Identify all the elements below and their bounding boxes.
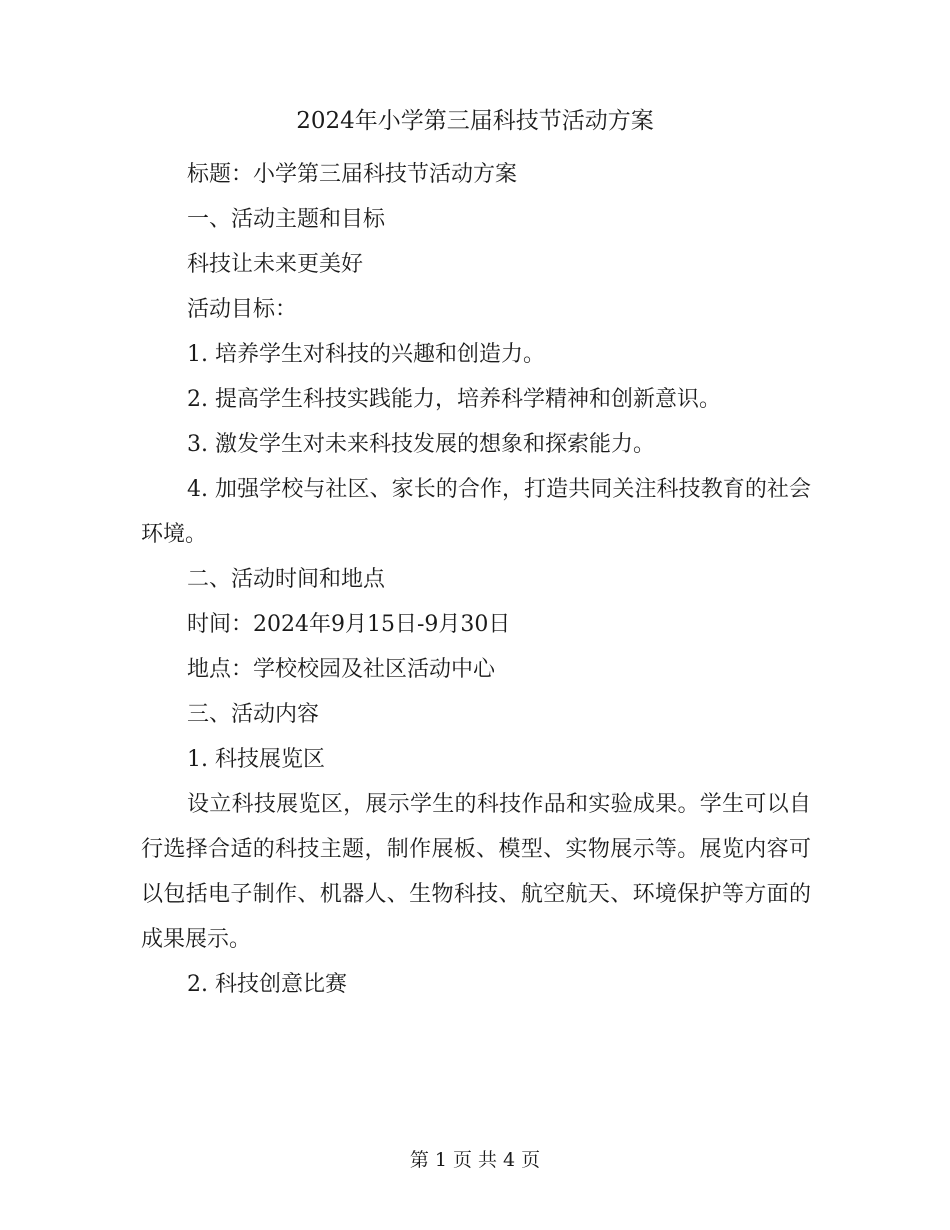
document-body xyxy=(141,152,811,1007)
paragraph-goals-label: 活动目标： xyxy=(187,297,298,322)
paragraph-exhibition: 设立科技展览区，展示学生的科技作品和实验成果。学生可以自行选择合适的科技主题，制作展板、模型、实物展示等。展览内容可以包括电子制作、机器人、生物科技、航空航天、环境保护等方面的成果展示。 xyxy=(141,792,811,952)
document-title: 2024年小学第三届科技节活动方案 xyxy=(296,108,654,134)
goal-item-4: 4. 加强学校与社区、家长的合作，打造共同关注科技教育的社会环境。 xyxy=(141,477,811,547)
paragraph-place: 地点：学校校园及社区活动中心 xyxy=(187,657,496,682)
heading-time-place: 二、活动时间和地点 xyxy=(187,567,386,592)
content-item-1: 1. 科技展览区 xyxy=(187,747,325,772)
goal-item-2: 2. 提高学生科技实践能力，培养科学精神和创新意识。 xyxy=(187,387,721,412)
goal-item-1: 1. 培养学生对科技的兴趣和创造力。 xyxy=(187,342,545,367)
goal-item-3: 3. 激发学生对未来科技发展的想象和探索能力。 xyxy=(187,432,655,457)
heading-theme-goals: 一、活动主题和目标 xyxy=(187,207,386,232)
paragraph-time: 时间：2024年9月15日-9月30日 xyxy=(187,612,511,637)
paragraph-subject: 标题：小学第三届科技节活动方案 xyxy=(187,162,518,187)
page-footer: 第 1 页 共 4 页 xyxy=(409,1149,541,1171)
heading-content: 三、活动内容 xyxy=(187,702,320,727)
paragraph-theme: 科技让未来更美好 xyxy=(187,252,364,277)
content-item-2: 2. 科技创意比赛 xyxy=(187,972,347,997)
